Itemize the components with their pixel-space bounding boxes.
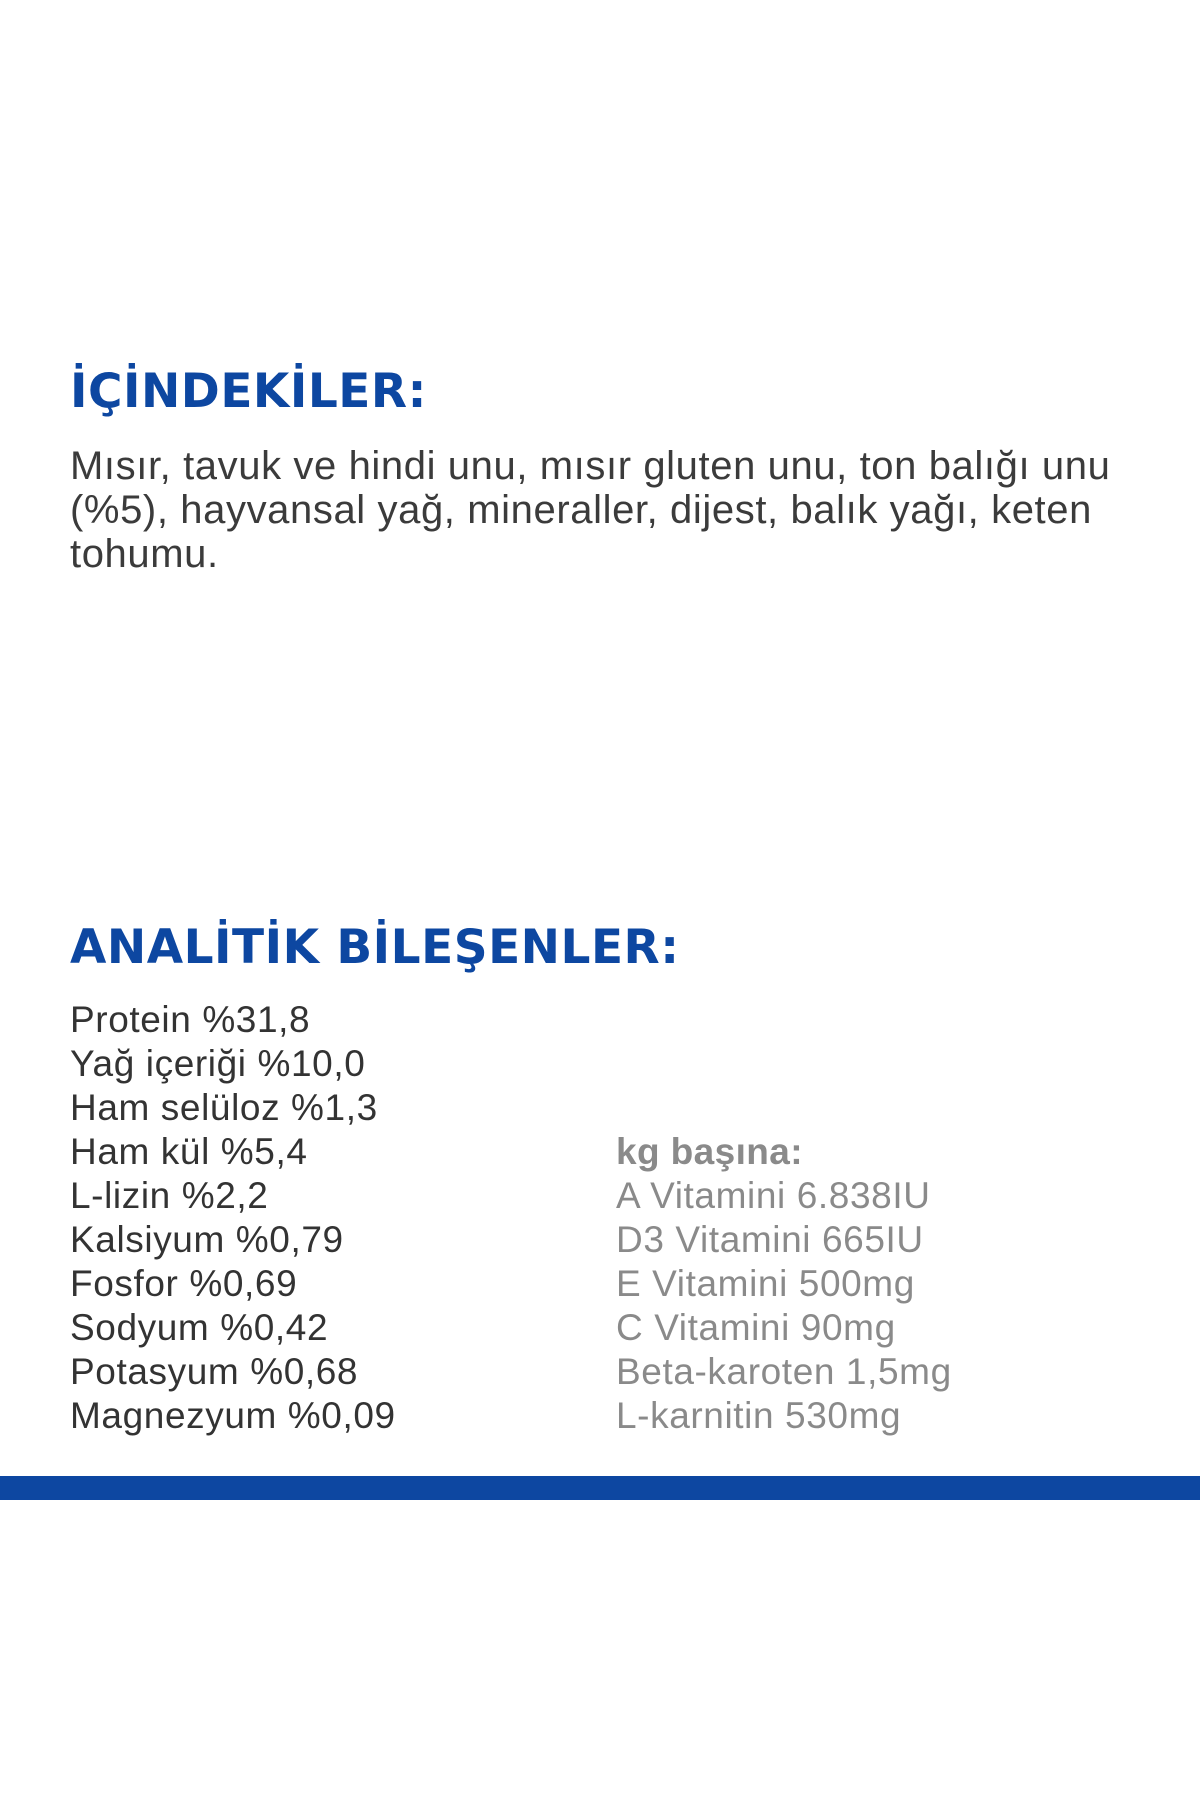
analytic-components-list (70, 998, 396, 1438)
analytic-item-calcium: Kalsiyum %0,79 (70, 1219, 344, 1260)
vitamin-item-c: C Vitamini 90mg (616, 1307, 896, 1348)
analytic-item-sodium: Sodyum %0,42 (70, 1307, 329, 1348)
analytic-item-magnesium: Magnezyum %0,09 (70, 1395, 396, 1436)
ingredients-text: Mısır, tavuk ve hindi unu, mısır gluten unu, ton balığı unu (%5), hayvansal yağ, mineraller, dijest, balık yağı, keten tohumu. (70, 444, 1111, 576)
analytic-item-ash: Ham kül %5,4 (70, 1131, 308, 1172)
analytic-item-fat: Yağ içeriği %10,0 (70, 1043, 366, 1084)
vitamin-list (616, 1174, 952, 1438)
vitamin-item-beta-carotene: Beta-karoten 1,5mg (616, 1351, 952, 1392)
analytics-heading: ANALİTİK BİLEŞENLER: (70, 920, 680, 975)
bottom-divider-band (0, 1476, 1200, 1500)
vitamin-item-l-carnitine: L-karnitin 530mg (616, 1395, 902, 1436)
analytic-item-phosphorus: Fosfor %0,69 (70, 1263, 298, 1304)
analytic-item-lysine: L-lizin %2,2 (70, 1175, 269, 1216)
per-kg-section (616, 1130, 952, 1438)
analytic-item-protein: Protein %31,8 (70, 999, 311, 1040)
ingredients-heading: İÇİNDEKİLER: (70, 364, 427, 419)
vitamin-item-e: E Vitamini 500mg (616, 1263, 915, 1304)
analytic-item-fiber: Ham selüloz %1,3 (70, 1087, 378, 1128)
analytic-item-potassium: Potasyum %0,68 (70, 1351, 359, 1392)
per-kg-title: kg başına: (616, 1131, 803, 1172)
vitamin-item-d3: D3 Vitamini 665IU (616, 1219, 924, 1260)
vitamin-item-a: A Vitamini 6.838IU (616, 1175, 931, 1216)
